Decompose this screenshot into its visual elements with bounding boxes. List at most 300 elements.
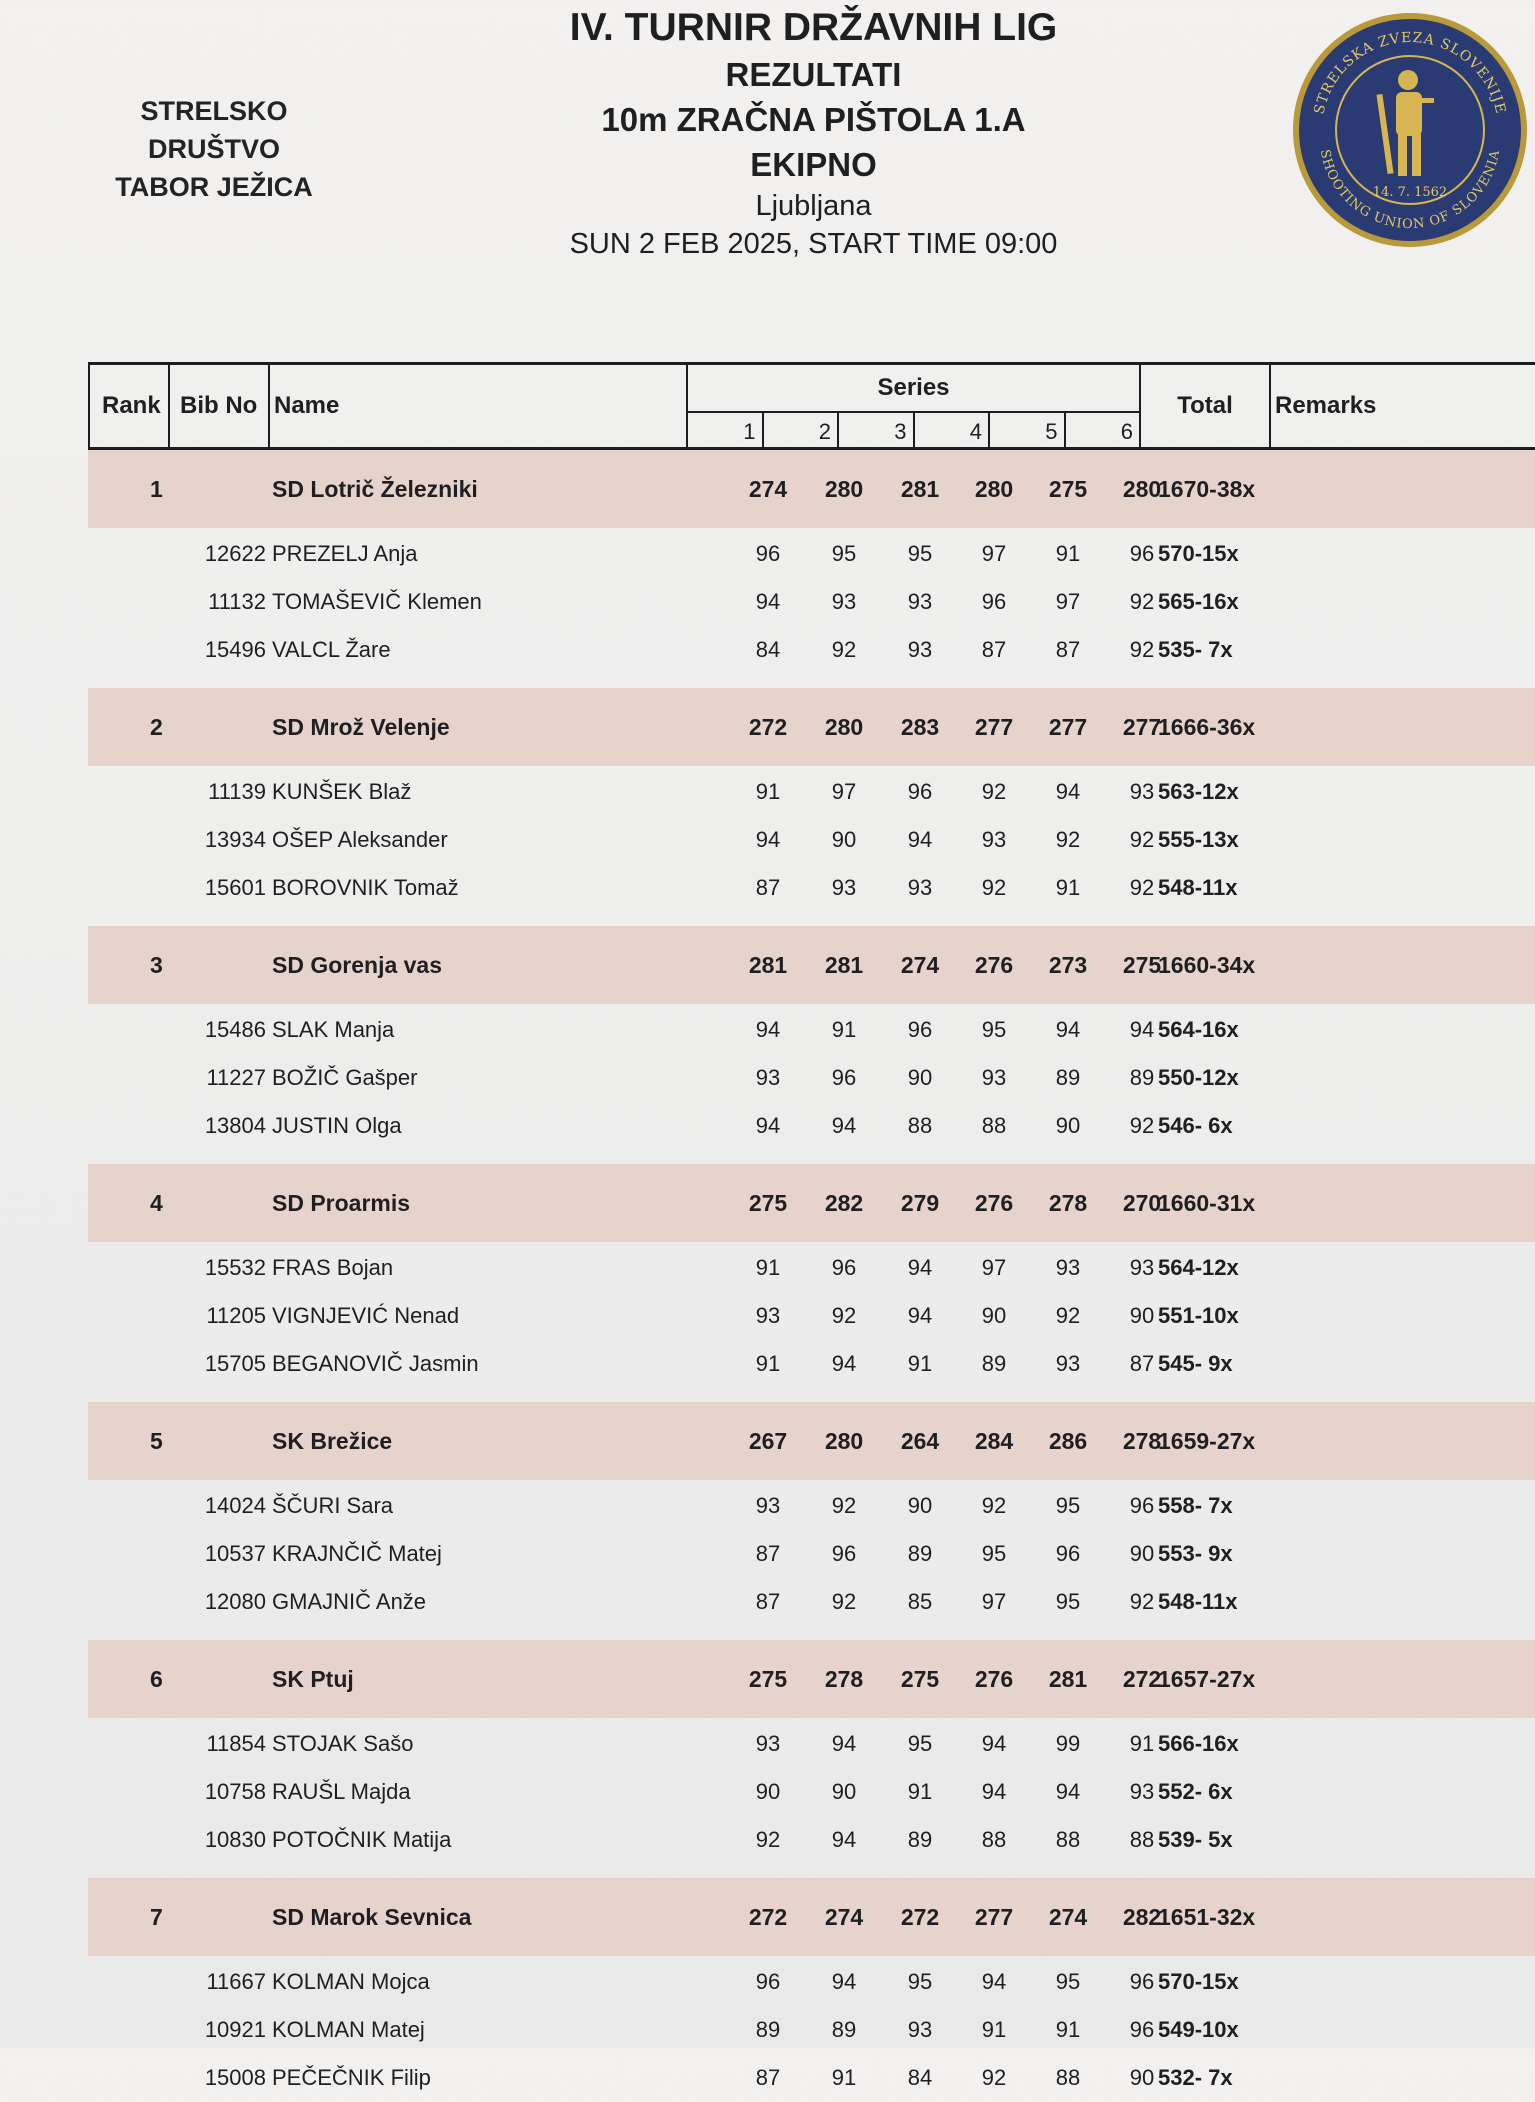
shooter-series-score: 85 — [907, 1589, 933, 1614]
shooter-series-score: 96 — [1129, 1969, 1155, 1994]
shooter-series-score: 97 — [831, 779, 857, 804]
shooter-series-score: 92 — [1129, 589, 1155, 614]
shooter-series-score: 96 — [755, 1969, 781, 1994]
shooter-bib: 10830 — [204, 1827, 266, 1852]
shooter-row — [88, 1244, 1535, 1292]
shooter-series-score: 91 — [981, 2017, 1007, 2042]
shooter-series-score: 89 — [907, 1827, 933, 1852]
shooter-series-score: 93 — [831, 875, 857, 900]
shooter-series-score: 96 — [1129, 541, 1155, 566]
shooter-total: 570-15x — [1158, 541, 1239, 566]
team-series-score: 277 — [974, 713, 1014, 740]
team-series-score: 281 — [900, 475, 940, 502]
shooter-name: KRAJNČIČ Matej — [272, 1541, 442, 1566]
shooter-series-score: 87 — [1129, 1351, 1155, 1376]
shooter-series-score: 87 — [755, 1589, 781, 1614]
shooter-series-score: 96 — [1055, 1541, 1081, 1566]
shooter-row — [88, 1720, 1535, 1768]
shooter-series-score: 91 — [907, 1779, 933, 1804]
team-block — [88, 1640, 1535, 1864]
shooter-series-score: 90 — [831, 1779, 857, 1804]
series-col-4: 4 — [913, 413, 989, 450]
shooter-name: STOJAK Sašo — [272, 1731, 414, 1756]
shooter-series-score: 93 — [831, 589, 857, 614]
shooter-total: 549-10x — [1158, 2017, 1239, 2042]
shooter-series-score: 90 — [1129, 1303, 1155, 1328]
shooter-bib: 10758 — [204, 1779, 266, 1804]
team-series-score: 283 — [900, 713, 940, 740]
team-name: SK Ptuj — [272, 1665, 354, 1692]
shooter-bib: 11854 — [206, 1731, 266, 1756]
team-series-score: 274 — [900, 951, 940, 978]
col-bib: Bib No — [168, 365, 268, 447]
shooter-series-score: 99 — [1055, 1731, 1081, 1756]
team-series-score: 275 — [748, 1189, 788, 1216]
shooter-bib: 11667 — [206, 1969, 266, 1994]
shooter-series-score: 93 — [981, 827, 1007, 852]
team-name: SK Brežice — [272, 1427, 393, 1454]
shooter-total: 548-11x — [1158, 875, 1238, 900]
shooter-bib: 12622 — [204, 541, 266, 566]
shooter-series-score: 94 — [1055, 779, 1081, 804]
team-series-score: 280 — [824, 713, 864, 740]
event-name: 10m ZRAČNA PIŠTOLA 1.A — [601, 101, 1026, 138]
shooter-series-score: 97 — [981, 541, 1007, 566]
shooter-series-score: 92 — [1129, 1589, 1155, 1614]
shooter-series-score: 87 — [755, 1541, 781, 1566]
shooter-total: 558- 7x — [1158, 1493, 1233, 1518]
team-series-score: 277 — [974, 1903, 1014, 1930]
shooter-series-score: 94 — [1055, 1017, 1081, 1042]
shooter-name: VALCL Žare — [272, 637, 391, 662]
shooter-series-score: 94 — [755, 589, 781, 614]
shooter-bib: 12080 — [204, 1589, 266, 1614]
shooter-series-score: 87 — [981, 637, 1007, 662]
team-series-score: 264 — [900, 1427, 940, 1454]
team-series-score: 274 — [748, 475, 788, 502]
shooter-row — [88, 1006, 1535, 1054]
shooter-series-score: 89 — [831, 2017, 857, 2042]
team-series-score: 281 — [748, 951, 788, 978]
shooter-series-score: 93 — [907, 637, 933, 662]
shooter-series-score: 94 — [831, 1731, 857, 1756]
shooter-series-score: 95 — [907, 1731, 933, 1756]
team-series-score: 277 — [1048, 713, 1088, 740]
shooter-series-score: 91 — [1055, 2017, 1081, 2042]
shooter-series-score: 84 — [907, 2065, 933, 2090]
shooter-series-score: 93 — [1129, 779, 1155, 804]
shooter-series-score: 96 — [831, 1065, 857, 1090]
shooter-name: KUNŠEK Blaž — [272, 779, 412, 804]
shooter-series-score: 93 — [1129, 1255, 1155, 1280]
shooter-series-score: 94 — [755, 1017, 781, 1042]
series-col-2: 2 — [762, 413, 838, 450]
shooter-series-score: 93 — [1055, 1255, 1081, 1280]
shooter-row — [88, 578, 1535, 626]
team-series-score: 272 — [900, 1903, 940, 1930]
event-datetime: SUN 2 FEB 2025, START TIME 09:00 — [569, 228, 1058, 260]
shooter-name: TOMAŠEVIČ Klemen — [272, 589, 482, 614]
shooter-total: 548-11x — [1158, 1589, 1238, 1614]
series-col-1: 1 — [743, 418, 756, 444]
shooter-series-score: 95 — [981, 1541, 1007, 1566]
shooter-total: 564-16x — [1158, 1017, 1239, 1042]
team-rank: 5 — [150, 1427, 163, 1454]
shooter-series-score: 94 — [907, 827, 933, 852]
team-series-score: 281 — [824, 951, 864, 978]
shooter-name: POTOČNIK Matija — [272, 1827, 452, 1852]
shooter-name: KOLMAN Mojca — [272, 1969, 430, 1994]
shooter-series-score: 90 — [907, 1493, 933, 1518]
shooter-series-score: 87 — [755, 2065, 781, 2090]
shooter-series-score: 90 — [755, 1779, 781, 1804]
shooter-series-score: 93 — [755, 1731, 781, 1756]
shooter-series-score: 93 — [755, 1493, 781, 1518]
shooter-series-score: 84 — [755, 637, 781, 662]
page-header — [480, 4, 1147, 263]
shooter-series-score: 97 — [981, 1589, 1007, 1614]
shooter-series-score: 94 — [907, 1303, 933, 1328]
shooter-series-score: 88 — [1055, 2065, 1081, 2090]
team-name: SD Proarmis — [272, 1189, 411, 1216]
team-series-score: 282 — [1122, 1903, 1162, 1930]
shooter-series-score: 92 — [831, 637, 857, 662]
shooter-series-score: 94 — [1129, 1017, 1155, 1042]
shooter-bib: 13804 — [204, 1113, 266, 1138]
shooter-series-score: 91 — [1055, 875, 1081, 900]
team-series-score: 280 — [1122, 475, 1162, 502]
shooter-series-score: 94 — [831, 1113, 857, 1138]
team-name: SD Lotrič Železniki — [272, 475, 478, 502]
shooter-series-score: 95 — [1055, 1493, 1081, 1518]
shooter-series-score: 88 — [907, 1113, 933, 1138]
shooter-series-score: 88 — [1055, 1827, 1081, 1852]
team-series-score: 273 — [1048, 951, 1088, 978]
shooter-series-score: 95 — [907, 1969, 933, 1994]
shooter-series-score: 92 — [981, 779, 1007, 804]
team-series-score: 278 — [1048, 1189, 1088, 1216]
team-rank: 3 — [150, 951, 163, 978]
shooter-series-score: 91 — [831, 2065, 857, 2090]
shooter-total: 550-12x — [1158, 1065, 1239, 1090]
shooter-series-score: 93 — [755, 1065, 781, 1090]
shooter-series-score: 92 — [1055, 1303, 1081, 1328]
shooter-bib: 15496 — [204, 637, 266, 662]
shooter-series-score: 88 — [981, 1113, 1007, 1138]
seal-date: 14. 7. 1562 — [1372, 185, 1448, 200]
shooter-row — [88, 626, 1535, 674]
team-series-score: 275 — [1122, 951, 1162, 978]
shooter-row — [88, 1054, 1535, 1102]
shooter-series-score: 90 — [831, 827, 857, 852]
shooter-row — [88, 1482, 1535, 1530]
seal-bottom-text: SHOOTING UNION OF SLOVENIA — [1316, 148, 1504, 233]
shooter-series-score: 92 — [755, 1827, 781, 1852]
team-name: SD Mrož Velenje — [272, 713, 450, 740]
shooter-name: PREZELJ Anja — [272, 541, 418, 566]
shooter-total: 551-10x — [1158, 1303, 1239, 1328]
shooter-name: FRAS Bojan — [272, 1255, 394, 1280]
shooter-name: JUSTIN Olga — [272, 1113, 402, 1138]
series-col-3: 3 — [837, 413, 913, 450]
shooter-series-score: 87 — [1055, 637, 1081, 662]
shooter-series-score: 94 — [981, 1779, 1007, 1804]
team-series-score: 274 — [824, 1903, 864, 1930]
team-row — [88, 926, 1535, 1004]
team-series-score: 272 — [748, 1903, 788, 1930]
shooter-series-score: 89 — [1129, 1065, 1155, 1090]
team-row — [88, 1164, 1535, 1242]
series-col-6: 6 — [1064, 413, 1140, 450]
shooter-series-score: 92 — [831, 1493, 857, 1518]
shooter-name: BEGANOVIČ Jasmin — [272, 1351, 479, 1376]
shooter-series-score: 90 — [981, 1303, 1007, 1328]
team-series-score: 270 — [1122, 1189, 1162, 1216]
shooter-bib: 13934 — [204, 827, 266, 852]
team-block — [88, 1878, 1535, 2102]
team-total: 1670-38x — [1158, 475, 1256, 502]
team-row — [88, 450, 1535, 528]
shooter-bib: 15532 — [204, 1255, 266, 1280]
team-series-score: 276 — [974, 1665, 1014, 1692]
team-total: 1666-36x — [1158, 713, 1256, 740]
shooter-row — [88, 864, 1535, 912]
shooter-name: PEČEČNIK Filip — [272, 2065, 431, 2090]
shooter-total: 546- 6x — [1158, 1113, 1233, 1138]
shooter-bib: 10921 — [204, 2017, 266, 2042]
shooter-series-score: 95 — [1055, 1589, 1081, 1614]
shooter-series-score: 96 — [1129, 1493, 1155, 1518]
seal-graphic — [1290, 10, 1530, 250]
team-series-score: 286 — [1048, 1427, 1088, 1454]
shooter-series-score: 88 — [1129, 1827, 1155, 1852]
team-total: 1660-31x — [1158, 1189, 1256, 1216]
shooter-bib: 14024 — [204, 1493, 266, 1518]
series-title: Series — [688, 365, 1139, 413]
shooter-series-score: 96 — [907, 779, 933, 804]
team-block — [88, 688, 1535, 912]
team-total: 1651-32x — [1158, 1903, 1256, 1930]
shooter-total: 535- 7x — [1158, 637, 1233, 662]
shooter-row — [88, 2006, 1535, 2054]
shooter-total: 545- 9x — [1158, 1351, 1233, 1376]
shooter-name: ŠČURI Sara — [272, 1493, 394, 1518]
shooter-bib: 10537 — [204, 1541, 266, 1566]
shooter-row — [88, 1530, 1535, 1578]
shooter-series-score: 89 — [755, 2017, 781, 2042]
shooter-bib: 15705 — [204, 1351, 266, 1376]
seal-top-text: STRELSKA ZVEZA SLOVENIJE — [1311, 29, 1509, 116]
shooter-row — [88, 1958, 1535, 2006]
team-block — [88, 450, 1535, 674]
team-series-score: 275 — [1048, 475, 1088, 502]
shooter-series-score: 91 — [755, 779, 781, 804]
club-line-1: STRELSKO DRUŠTVO — [140, 96, 288, 164]
shooter-series-score: 94 — [1055, 1779, 1081, 1804]
shooter-series-score: 90 — [1129, 2065, 1155, 2090]
shooter-series-score: 93 — [907, 589, 933, 614]
shooter-series-score: 92 — [1129, 637, 1155, 662]
team-series-score: 275 — [900, 1665, 940, 1692]
shooter-series-score: 93 — [755, 1303, 781, 1328]
shooter-series-score: 94 — [831, 1827, 857, 1852]
team-series-score: 276 — [974, 1189, 1014, 1216]
team-block — [88, 1402, 1535, 1626]
team-series-score: 275 — [748, 1665, 788, 1692]
shooter-series-score: 91 — [831, 1017, 857, 1042]
shooter-row — [88, 1340, 1535, 1388]
team-series-score: 280 — [824, 475, 864, 502]
shooter-series-score: 95 — [907, 541, 933, 566]
shooter-series-score: 94 — [831, 1969, 857, 1994]
shooting-union-seal-logo — [1290, 10, 1530, 250]
shooter-bib: 11227 — [206, 1065, 266, 1090]
col-series — [686, 365, 1141, 447]
shooter-series-score: 87 — [755, 875, 781, 900]
team-rank: 6 — [150, 1665, 163, 1692]
shooter-row — [88, 1292, 1535, 1340]
shooter-series-score: 92 — [981, 875, 1007, 900]
shooter-series-score: 89 — [981, 1351, 1007, 1376]
shooter-total: 563-12x — [1158, 779, 1239, 804]
shooter-series-score: 94 — [907, 1255, 933, 1280]
col-remarks: Remarks — [1269, 365, 1535, 447]
shooter-series-score: 96 — [981, 589, 1007, 614]
table-header — [88, 362, 1535, 450]
col-name: Name — [268, 365, 686, 447]
shooter-name: VIGNJEVIĆ Nenad — [272, 1303, 460, 1328]
shooter-series-score: 92 — [1129, 827, 1155, 852]
shooter-series-score: 90 — [907, 1065, 933, 1090]
shooter-name: BOŽIČ Gašper — [272, 1065, 418, 1090]
shooter-row — [88, 530, 1535, 578]
series-col-5: 5 — [988, 413, 1064, 450]
shooter-series-score: 91 — [1129, 1731, 1155, 1756]
team-series-score: 274 — [1048, 1903, 1088, 1930]
team-series-score: 280 — [824, 1427, 864, 1454]
results-subtitle: REZULTATI — [725, 56, 902, 93]
shooter-bib: 15008 — [204, 2065, 266, 2090]
col-rank: Rank — [88, 365, 168, 447]
shooter-row — [88, 768, 1535, 816]
shooter-series-score: 97 — [1055, 589, 1081, 614]
team-total: 1660-34x — [1158, 951, 1256, 978]
shooter-total: 532- 7x — [1158, 2065, 1233, 2090]
shooter-series-score: 88 — [981, 1827, 1007, 1852]
team-rank: 1 — [150, 475, 163, 502]
shooter-bib: 15486 — [204, 1017, 266, 1042]
shooter-series-score: 95 — [1055, 1969, 1081, 1994]
shooter-total: 564-12x — [1158, 1255, 1239, 1280]
shooter-series-score: 92 — [1055, 827, 1081, 852]
shooter-row — [88, 1816, 1535, 1864]
shooter-series-score: 94 — [831, 1351, 857, 1376]
team-rank: 2 — [150, 713, 163, 740]
shooter-series-score: 92 — [1129, 1113, 1155, 1138]
shooter-series-score: 89 — [1055, 1065, 1081, 1090]
shooter-series-score: 90 — [1129, 1541, 1155, 1566]
shooter-series-score: 93 — [1129, 1779, 1155, 1804]
event-location: Ljubljana — [755, 190, 872, 222]
shooter-row — [88, 1102, 1535, 1150]
shooter-total: 570-15x — [1158, 1969, 1239, 1994]
shooter-series-score: 92 — [981, 1493, 1007, 1518]
shooter-name: OŠEP Aleksander — [272, 827, 448, 852]
team-series-score: 272 — [748, 713, 788, 740]
team-series-score: 281 — [1048, 1665, 1088, 1692]
series-numbers — [688, 413, 1139, 450]
team-series-score: 278 — [824, 1665, 864, 1692]
team-row — [88, 1402, 1535, 1480]
shooter-series-score: 92 — [831, 1589, 857, 1614]
shooter-series-score: 96 — [831, 1541, 857, 1566]
shooter-series-score: 96 — [831, 1255, 857, 1280]
shooter-name: KOLMAN Matej — [272, 2017, 425, 2042]
team-series-score: 282 — [824, 1189, 864, 1216]
shooter-series-score: 94 — [981, 1731, 1007, 1756]
shooter-series-score: 96 — [755, 541, 781, 566]
shooter-series-score: 94 — [755, 827, 781, 852]
results-table — [88, 362, 1535, 2102]
shooter-series-score: 91 — [755, 1351, 781, 1376]
team-series-score: 280 — [974, 475, 1014, 502]
team-block — [88, 1164, 1535, 1388]
event-type: EKIPNO — [750, 146, 877, 183]
shooter-bib: 11132 — [208, 589, 266, 614]
shooter-series-score: 92 — [831, 1303, 857, 1328]
team-rank: 4 — [150, 1189, 163, 1216]
shooter-series-score: 94 — [981, 1969, 1007, 1994]
team-series-score: 267 — [748, 1427, 788, 1454]
team-total: 1657-27x — [1158, 1665, 1256, 1692]
shooter-series-score: 93 — [1055, 1351, 1081, 1376]
shooter-total: 566-16x — [1158, 1731, 1239, 1756]
team-series-score: 276 — [974, 951, 1014, 978]
team-name: SD Gorenja vas — [272, 951, 443, 978]
shooter-row — [88, 2054, 1535, 2102]
team-row — [88, 1640, 1535, 1718]
team-series-score: 278 — [1122, 1427, 1162, 1454]
team-row — [88, 688, 1535, 766]
shooter-series-score: 97 — [981, 1255, 1007, 1280]
shooter-name: SLAK Manja — [272, 1017, 395, 1042]
team-series-score: 277 — [1122, 713, 1162, 740]
shooter-series-score: 93 — [907, 2017, 933, 2042]
shooter-series-score: 91 — [755, 1255, 781, 1280]
team-series-score: 284 — [974, 1427, 1014, 1454]
shooter-name: GMAJNIČ Anže — [272, 1589, 427, 1614]
shooter-series-score: 95 — [981, 1017, 1007, 1042]
shooter-series-score: 90 — [1055, 1113, 1081, 1138]
shooter-bib: 15601 — [204, 875, 266, 900]
shooter-series-score: 96 — [907, 1017, 933, 1042]
shooter-bib: 11139 — [208, 779, 266, 804]
team-series-score: 272 — [1122, 1665, 1162, 1692]
shooter-row — [88, 1768, 1535, 1816]
shooter-bib: 11205 — [206, 1303, 266, 1328]
team-name: SD Marok Sevnica — [272, 1903, 472, 1930]
col-total: Total — [1177, 392, 1233, 419]
team-row — [88, 1878, 1535, 1956]
shooter-row — [88, 816, 1535, 864]
shooter-series-score: 93 — [981, 1065, 1007, 1090]
team-total: 1659-27x — [1158, 1427, 1256, 1454]
shooter-series-score: 94 — [755, 1113, 781, 1138]
shooter-series-score: 91 — [1055, 541, 1081, 566]
shooter-series-score: 92 — [1129, 875, 1155, 900]
shooter-total: 555-13x — [1158, 827, 1239, 852]
club-line-2: TABOR JEŽICA — [115, 172, 313, 202]
